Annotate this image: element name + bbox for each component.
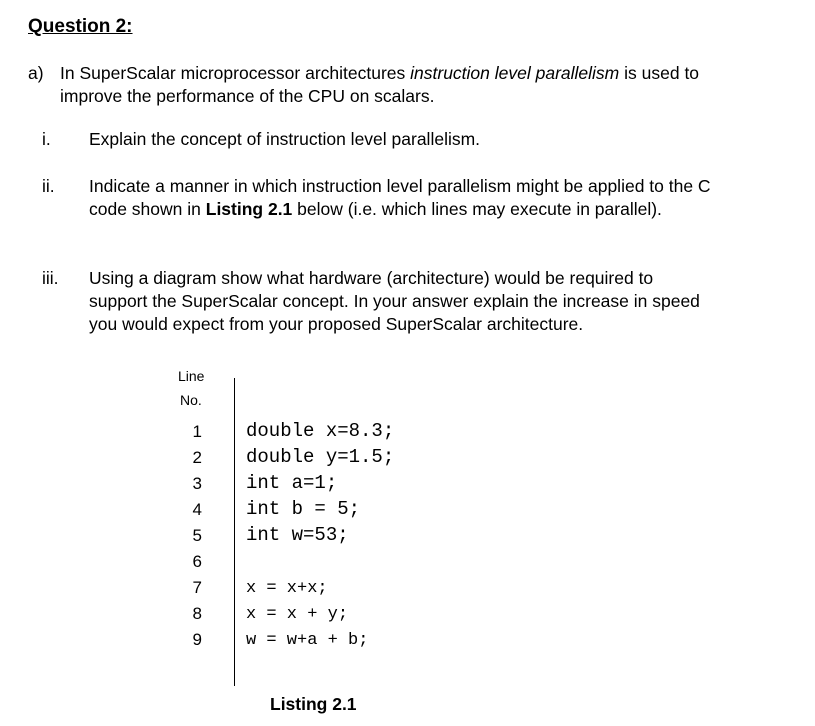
listing-header-line: Line [178,368,205,384]
question-title: Question 2: [28,16,133,37]
part-a-line-1: In SuperScalar microprocessor architectures instruction level parallelism is used to [60,63,700,83]
sub-question-iii-line-3: you would expect from your proposed SuperScalar architecture. [89,314,584,334]
line-number: 5 [192,526,202,545]
code-line: x = x + y; [246,605,349,624]
sub-question-ii-text [89,175,711,221]
line-number: 2 [192,448,202,467]
code-line: int b = 5; [246,498,361,520]
part-a-text [60,62,699,108]
listing-caption: Listing 2.1 [270,694,357,714]
code-line: w = w+a + b; [246,631,369,650]
line-number: 1 [192,422,202,441]
line-number: 9 [192,630,202,649]
sub-question-i-text: Explain the concept of instruction level parallelism. [89,129,481,149]
code-line: double x=8.3; [246,420,395,442]
listing-divider [234,378,235,686]
sub-question-iii-line-1: Using a diagram show what hardware (architecture) would be required to [89,268,654,288]
sub-question-iii-line-2: support the SuperScalar concept. In your answer explain the increase in speed [89,291,700,311]
code-line: int a=1; [246,472,338,494]
line-number: 3 [192,474,202,493]
line-number: 7 [192,578,202,597]
code-line: double y=1.5; [246,446,395,468]
listing-header-no: No. [180,392,202,408]
part-a-label: a) [28,63,44,83]
code-line: int w=53; [246,524,349,546]
sub-question-iii-label: iii. [42,268,59,288]
line-number: 6 [192,552,202,571]
sub-question-ii-line-1: Indicate a manner in which instruction level parallelism might be applied to the C [89,176,711,196]
sub-question-iii-text [89,267,700,336]
line-number: 4 [192,500,202,519]
line-number: 8 [192,604,202,623]
part-a-line-2: improve the performance of the CPU on scalars. [60,86,435,106]
sub-question-i-label: i. [42,129,51,149]
code-line: x = x+x; [246,579,328,598]
sub-question-ii-line-2: code shown in Listing 2.1 below (i.e. which lines may execute in parallel). [89,199,662,219]
sub-question-ii-label: ii. [42,176,55,196]
